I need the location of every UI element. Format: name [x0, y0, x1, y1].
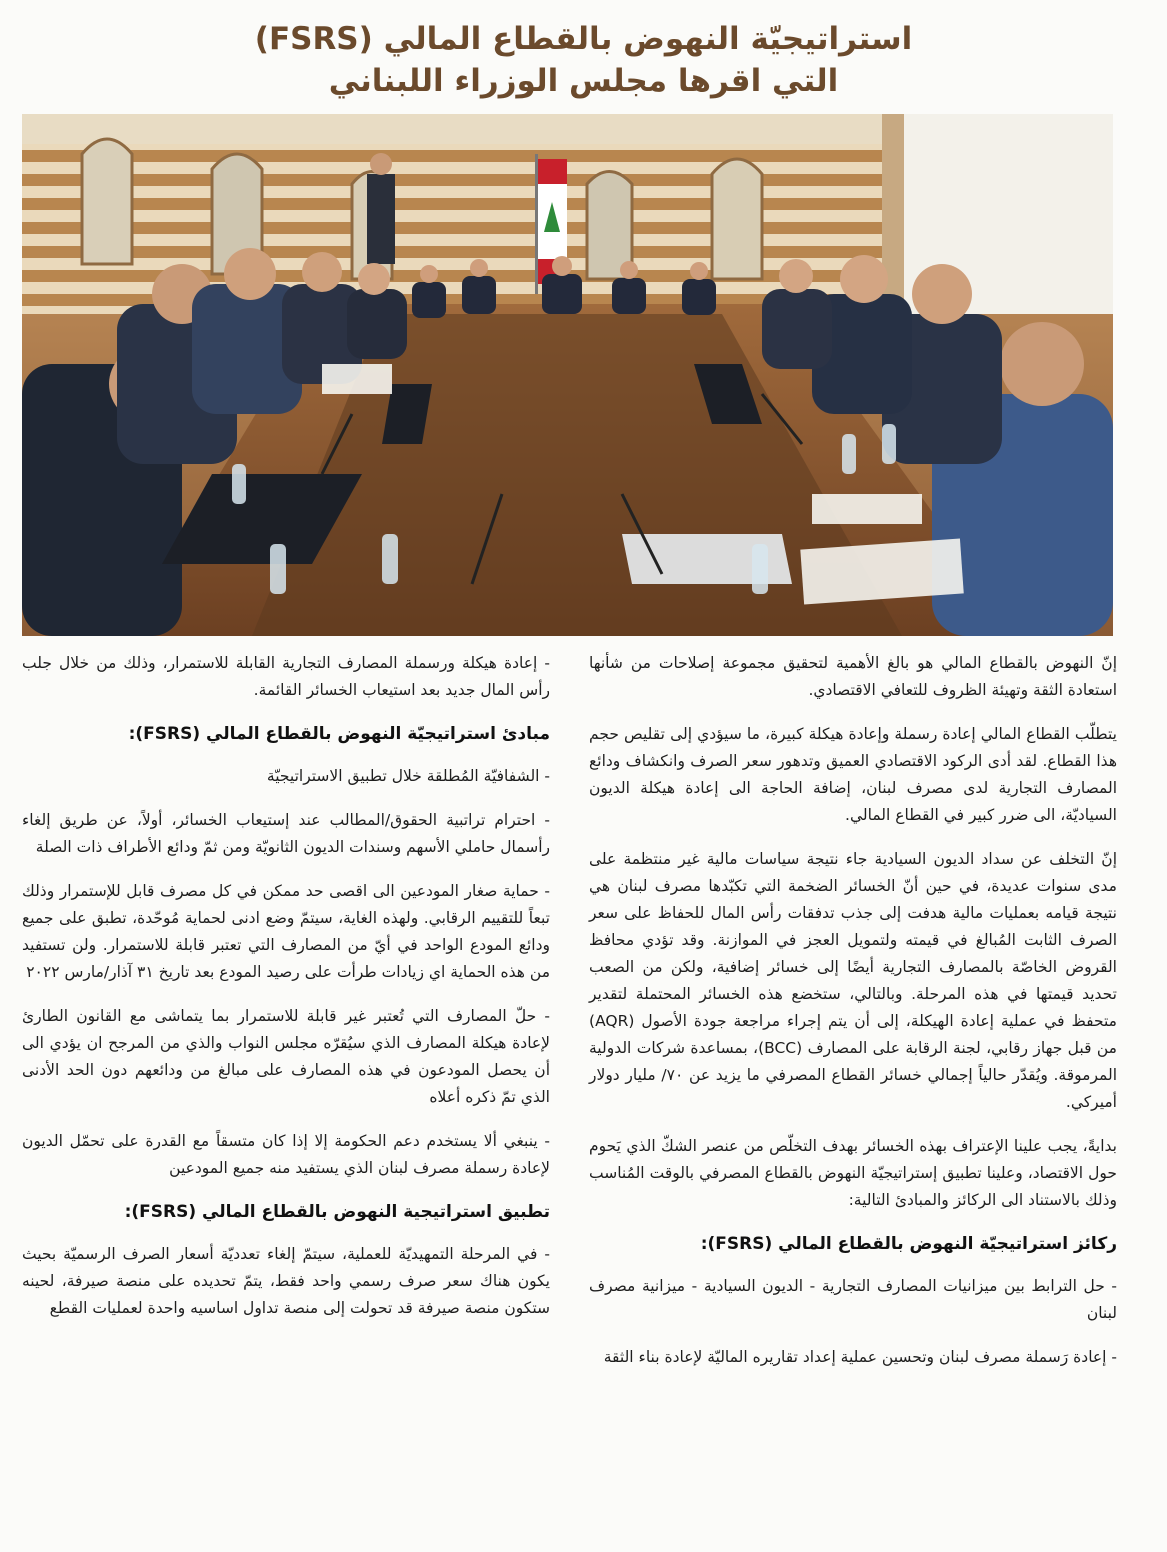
- principle-item-2: - احترام تراتبية الحقوق/المطالب عند إستيعاب الخسائر، أولاً، عن طريق إلغاء رأسمال حاملي الأسهم وسندات الديون الثانويّة ومن ثمّ ودائع الأطراف ذات الصلة: [22, 811, 550, 856]
- intro-paragraph: إنّ النهوض بالقطاع المالي هو بالغ الأهمية لتحقيق مجموعة إصلاحات من شأنها استعادة الثقة وتهيئة الظروف للتعافي الاقتصادي.: [589, 654, 1117, 699]
- losses-paragraph: إنّ التخلف عن سداد الديون السيادية جاء نتيجة سياسات مالية غير منتظمة على مدى سنوات عديدة، في حين أنّ الخسائر الضخمة التي تكبّدها مصرف لبنان هي نتيجة قيامه بعمليات مالية هدفت إلى جذب تدفقات رأس المال للحفاظ على سعر الصرف الثابت المُبالغ في قيمته ولتمويل العجز في الموازنة. وقد تؤدي محافظ القروض الخاصّة بالمصارف التجارية أيضًا إلى خسائر إضافية، ولكن من الصعب تحديد قيمتها في هذه المرحلة. وبالتالي، ستخضع هذه الخسائر المحتملة لتقدير متحفظ في عملية إعادة الهيكلة، إلى أن يتم إجراء مراجعة جودة الأصول (AQR) من قبل جهاز رقابي، لجنة الرقابة على المصارف (BCC)، بمساعدة شركات الدولية المرموقة. ويُقدّر حالياً إجمالي خسائر القطاع المصرفي ما يزيد عن ٧٠/ مليار دولار أميركي.: [589, 850, 1118, 1111]
- pillar-item-2: - إعادة رَسملة مصرف لبنان وتحسين عملية إعداد تقاريره الماليّة لإعادة بناء الثقة: [603, 1348, 1117, 1366]
- cabinet-meeting-photo: [22, 114, 1113, 636]
- principle-item-3: - حماية صغار المودعين الى اقصى حد ممكن في كل مصرف قابل للإستمرار وذلك تبعاً للتقييم الرقابي. ولهذه الغاية، سيتمّ وضع ادنى لحماية مُوحّدة، تطبق على جميع ودائع المودع الواحد في أيّ من المصارف التي تعتبر قابلة للاستمرار. ولن تستفيد من هذه الحماية اي زيادات طرأت على رصيد المودع بعد تاريخ ٣١ آذار/مارس ٢٠٢٢: [22, 882, 550, 981]
- principle-item-1: - الشفافيّة المُطلقة خلال تطبيق الاستراتيجيّة: [266, 767, 550, 785]
- pillars-heading: ركائز استراتيجيّة النهوض بالقطاع المالي (FSRS):: [700, 1234, 1117, 1254]
- pillar-item-3: - إعادة هيكلة ورسملة المصارف التجارية القابلة للاستمرار، وذلك من خلال جلب رأس المال جديد بعد استيعاب الخسائر القائمة.: [22, 654, 550, 699]
- headline-line-1: استراتيجيّة النهوض بالقطاع المالي (FSRS): [254, 21, 913, 57]
- principle-item-4: - حلّ المصارف التي تُعتبر غير قابلة للاستمرار بما يتماشى مع القانون الطارئ لإعادة هيكلة المصارف الذي سيُقرّه مجلس النواب والذي من المرجح ان يؤدي الى أن يحصل المودعون في هذه المصارف على مبالغ من ودائعهم دون الحد الأدنى الذي تمّ ذكره أعلاه: [22, 1007, 550, 1106]
- implementation-heading: تطبيق استراتيجية النهوض بالقطاع المالي (FSRS):: [124, 1202, 550, 1222]
- headline-line-2: التي اقرها مجلس الوزراء اللبناني: [328, 63, 839, 99]
- left-text-column: [22, 650, 550, 1339]
- principle-item-5: - ينبغي ألا يستخدم دعم الحكومة إلا إذا كان متسقاً مع القدرة على تحمّل الديون لإعادة رسملة مصرف لبنان الذي يستفيد منه جميع المودعين: [22, 1132, 550, 1177]
- implementation-paragraph: - في المرحلة التمهيديّة للعملية، سيتمّ إلغاء تعدديّة أسعار الصرف الرسميّة بحيث يكون هناك سعر صرف رسمي واحد فقط، يتمّ تحديده على منصة صيرفة، لحينه ستكون منصة صيرفة قد تحولت إلى منصة تداول اساسيه واحدة لعمليات القطع: [22, 1245, 550, 1317]
- meeting-photo-illustration: [22, 114, 1113, 636]
- right-text-column: [589, 650, 1117, 1388]
- principles-heading: مبادئ استراتيجيّة النهوض بالقطاع المالي (FSRS):: [128, 724, 550, 744]
- restructuring-paragraph: يتطلّب القطاع المالي إعادة رسملة وإعادة هيكلة كبيرة، ما سيؤدي إلى تقليص حجم هذا القطاع. لقد أدى الركود الاقتصادي العميق وتدهور سعر الصرف وانكشاف ودائع المصارف التجارية لدى مصرف لبنان، إضافة الحاجة الى إعادة هيكلة الديون السياديّة، الى ضرر كبير في القطاع المالي.: [589, 725, 1117, 824]
- article-headline: [40, 18, 1127, 102]
- recognition-paragraph: بدايةً، يجب علينا الإعتراف بهذه الخسائر بهدف التخلّص من عنصر الشكّ الذي يَحوم حول الاقتصاد، وعلينا تطبيق إستراتيجيّة النهوض بالقطاع المصرفي بالوقت المُناسب وذلك بالاستناد الى الركائز والمبادئ التالية:: [589, 1137, 1117, 1209]
- pillar-item-1: - حل الترابط بين ميزانيات المصارف التجارية - الديون السيادية - ميزانية مصرف لبنان: [589, 1277, 1117, 1322]
